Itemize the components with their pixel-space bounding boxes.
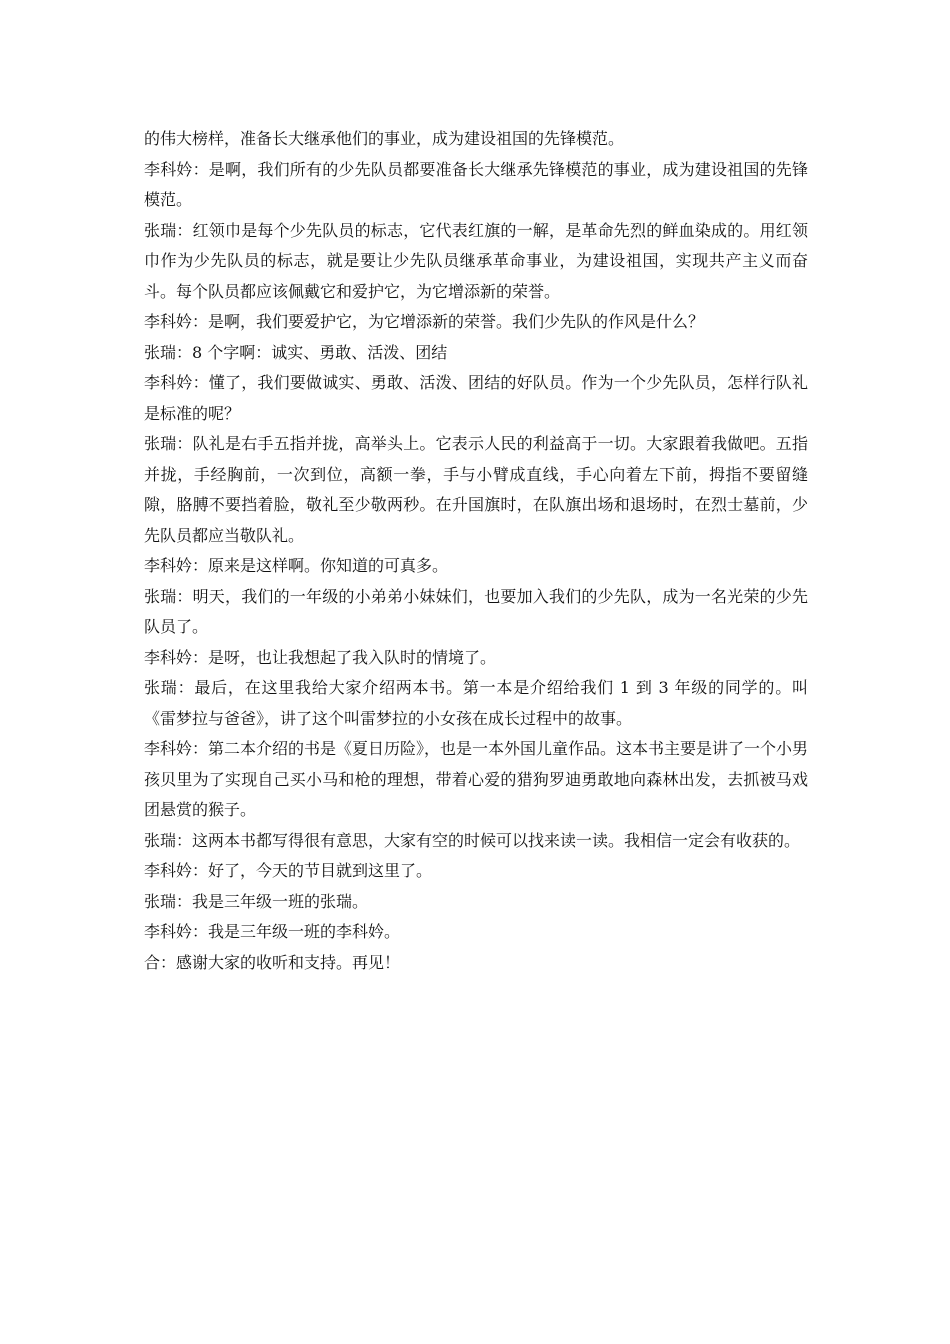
paragraph: 李科妗：是啊，我们要爱护它，为它增添新的荣誉。我们少先队的作风是什么？ — [144, 312, 705, 331]
paragraph: 合：感谢大家的收听和支持。再见！ — [144, 952, 401, 972]
paragraph: 张瑞：这两本书都写得很有意思，大家有空的时候可以找来读一读。我相信一定会有收获的。 — [144, 830, 801, 850]
paragraph: 张瑞：红领巾是每个少先队员的标志，它代表红旗的一解，是革命先烈的鲜血染成的。用红领巾作为少先队员的标志，就是要让少先队员继承革命事业，为建设祖国，实现共产主义而奋斗。每个队员都应该佩戴它和爱护它，为它增添新的荣誉。 — [144, 220, 808, 301]
paragraph: 李科妗：懂了，我们要做诚实、勇敢、活泼、团结的好队员。作为一个少先队员，怎样行队礼是标准的呢？ — [144, 373, 808, 423]
paragraph: 的伟大榜样，准备长大继承他们的事业，成为建设祖国的先锋模范。 — [144, 129, 625, 148]
paragraph: 张瑞：明天，我们的一年级的小弟弟小妹妹们，也要加入我们的少先队，成为一名光荣的少先队员了。 — [144, 586, 808, 636]
paragraph: 张瑞：8 个字啊：诚实、勇敢、活泼、团结 — [144, 342, 448, 362]
paragraph: 李科妗：是啊，我们所有的少先队员都要准备长大继承先锋模范的事业，成为建设祖国的先锋模范。 — [144, 159, 808, 209]
paragraph: 张瑞：最后，在这里我给大家介绍两本书。第一本是介绍给我们 1 到 3 年级的同学的。叫《雷梦拉与爸爸》，讲了这个叫雷梦拉的小女孩在成长过程中的故事。 — [144, 678, 808, 728]
paragraph: 张瑞：我是三年级一班的张瑞。 — [144, 891, 369, 911]
document-body — [144, 124, 808, 978]
paragraph: 张瑞：队礼是右手五指并拢，高举头上。它表示人民的利益高于一切。大家跟着我做吧。五指并拢，手经胸前，一次到位，高额一拳，手与小臂成直线，手心向着左下前，拇指不要留缝隙，胳膊不要挡着脸，敬礼至少敬两秒。在升国旗时，在队旗出场和退场时，在烈士墓前，少先队员都应当敬队礼。 — [144, 434, 808, 545]
paragraph: 李科妗：是呀，也让我想起了我入队时的情境了。 — [144, 647, 497, 667]
paragraph: 李科妗：原来是这样啊。你知道的可真多。 — [144, 556, 449, 575]
paragraph: 李科妗：我是三年级一班的李科妗。 — [144, 922, 401, 941]
paragraph: 李科妗：好了，今天的节目就到这里了。 — [144, 861, 433, 880]
paragraph: 李科妗：第二本介绍的书是《夏日历险》，也是一本外国儿童作品。这本书主要是讲了一个小男孩贝里为了实现自己买小马和枪的理想，带着心爱的猎狗罗迪勇敢地向森林出发，去抓被马戏团悬赏的猴子。 — [144, 739, 809, 819]
